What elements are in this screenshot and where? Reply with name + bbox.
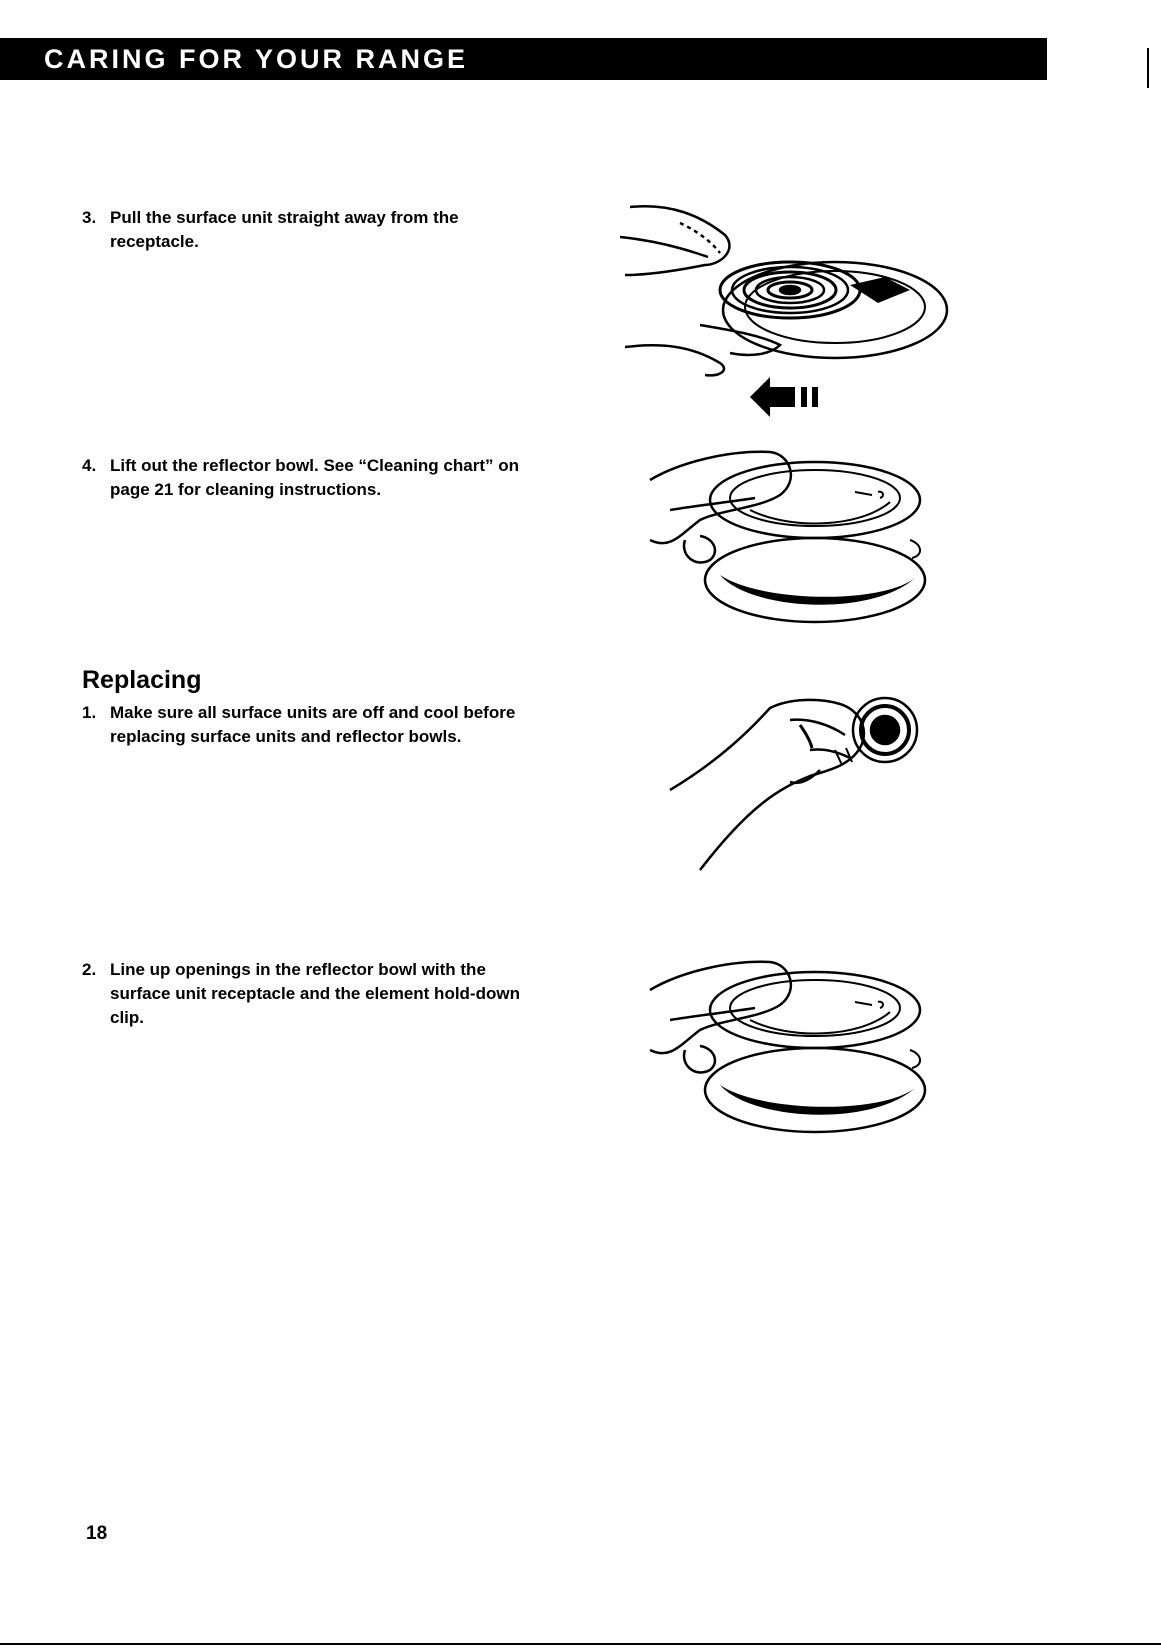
step-text: Pull the surface unit straight away from the receptacle. (110, 208, 459, 251)
lift-reflector-bowl-illustration (640, 440, 940, 630)
step-number: 2. (82, 960, 97, 979)
pull-surface-unit-illustration (620, 195, 960, 435)
step-3 (82, 206, 542, 254)
step-text: Lift out the reflector bowl. See “Cleaning chart” on page 21 for cleaning instructions. (110, 456, 519, 499)
step-number: 3. (82, 208, 97, 227)
edge-mark (1147, 48, 1149, 88)
header-bar (0, 38, 1047, 80)
step-text: Make sure all surface units are off and cool before replacing surface units and reflector bowls. (110, 703, 516, 746)
page-number: 18 (86, 1523, 108, 1544)
step-number: 4. (82, 456, 97, 475)
replacing-step-1 (82, 701, 542, 749)
align-reflector-bowl-illustration (640, 950, 940, 1140)
section-heading-replacing: Replacing (82, 666, 202, 694)
receptacle-check-illustration (660, 690, 940, 890)
bottom-rule (0, 1643, 1161, 1645)
step-4 (82, 454, 542, 502)
step-number: 1. (82, 703, 97, 722)
step-text: Line up openings in the reflector bowl with the surface unit receptacle and the element hold-down clip. (110, 960, 520, 1027)
page-title: CARING FOR YOUR RANGE (44, 44, 469, 74)
replacing-step-2 (82, 958, 542, 1030)
